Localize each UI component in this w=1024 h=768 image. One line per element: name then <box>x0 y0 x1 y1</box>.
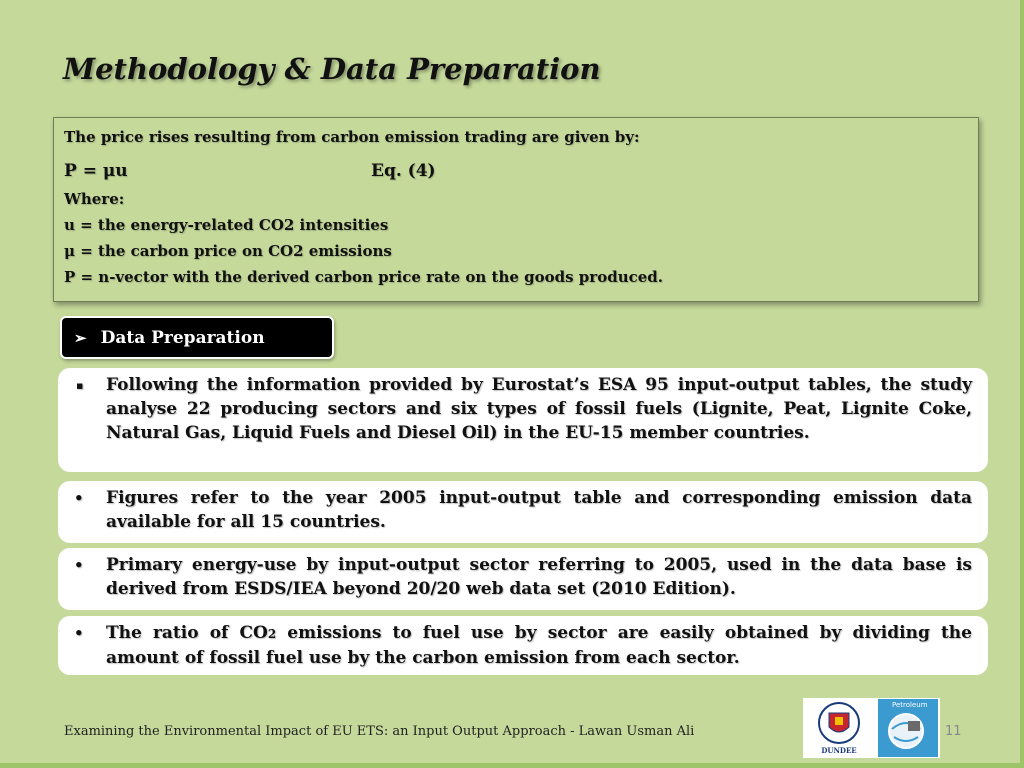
section-tab-label: Data Preparation <box>100 327 265 348</box>
where-label: Where: <box>64 190 125 208</box>
page-number: 11 <box>945 724 962 739</box>
dundee-logo-text: DUNDEE <box>821 746 857 755</box>
bullet-card-text: Following the information provided by Eurostat’s ESA 95 input-output tables, the study analyse 22 producing sectors and six types of fossil fuels (Lignite, Peat, Lignite Coke, Natural Gas, Liquid Fuels and Diesel Oil) in the EU-15 member countries. <box>106 375 972 443</box>
text-part: emissions to fuel use by sector are easily obtained by dividing the amount of fossil fuel use by the carbon emission from each sector. <box>106 623 972 668</box>
co2-subscript: 2 <box>267 627 277 641</box>
text-part: The ratio of CO <box>106 623 268 643</box>
bullet-card-1 <box>58 368 988 472</box>
round-bullet-icon: • <box>74 556 84 574</box>
logos <box>803 698 940 758</box>
bullet-card-text <box>106 623 972 668</box>
round-bullet-icon: • <box>74 624 84 642</box>
equation: P = μu <box>64 161 128 181</box>
dundee-crest-icon <box>807 701 871 747</box>
round-bullet-icon: • <box>74 489 84 507</box>
formula-box <box>53 117 979 302</box>
section-tab-data-preparation <box>60 316 334 359</box>
equation-label: Eq. (4) <box>371 161 436 181</box>
petroleum-logo <box>878 699 938 757</box>
bullet-card-3 <box>58 548 988 610</box>
petroleum-logo-text: Petroleum <box>892 701 928 709</box>
square-bullet-icon: ▪ <box>76 379 84 392</box>
definition-u: u = the energy-related CO2 intensities <box>64 216 389 234</box>
slide-frame-right <box>1020 0 1024 768</box>
arrow-bullet-icon: ➢ <box>74 328 87 347</box>
slide-title: Methodology & Data Preparation <box>63 52 601 86</box>
equation-row <box>64 156 968 186</box>
bullet-card-text: Figures refer to the year 2005 input-output table and corresponding emission data available for all 15 countries. <box>106 488 972 532</box>
slide-frame-bottom <box>0 763 1024 768</box>
university-of-dundee-logo <box>807 701 871 755</box>
definition-p: P = n-vector with the derived carbon price rate on the goods produced. <box>64 268 663 286</box>
formula-intro: The price rises resulting from carbon emission trading are given by: <box>64 128 640 146</box>
bullet-card-4 <box>58 616 988 675</box>
footer-text: Examining the Environmental Impact of EU ETS: an Input Output Approach - Lawan Usman Ali <box>64 724 695 739</box>
bullet-card-text: Primary energy-use by input-output sector referring to 2005, used in the data base is derived from ESDS/IEA beyond 20/20 web data set (2010 Edition). <box>106 555 972 599</box>
definition-mu: μ = the carbon price on CO2 emissions <box>64 242 392 260</box>
bullet-card-2 <box>58 481 988 543</box>
